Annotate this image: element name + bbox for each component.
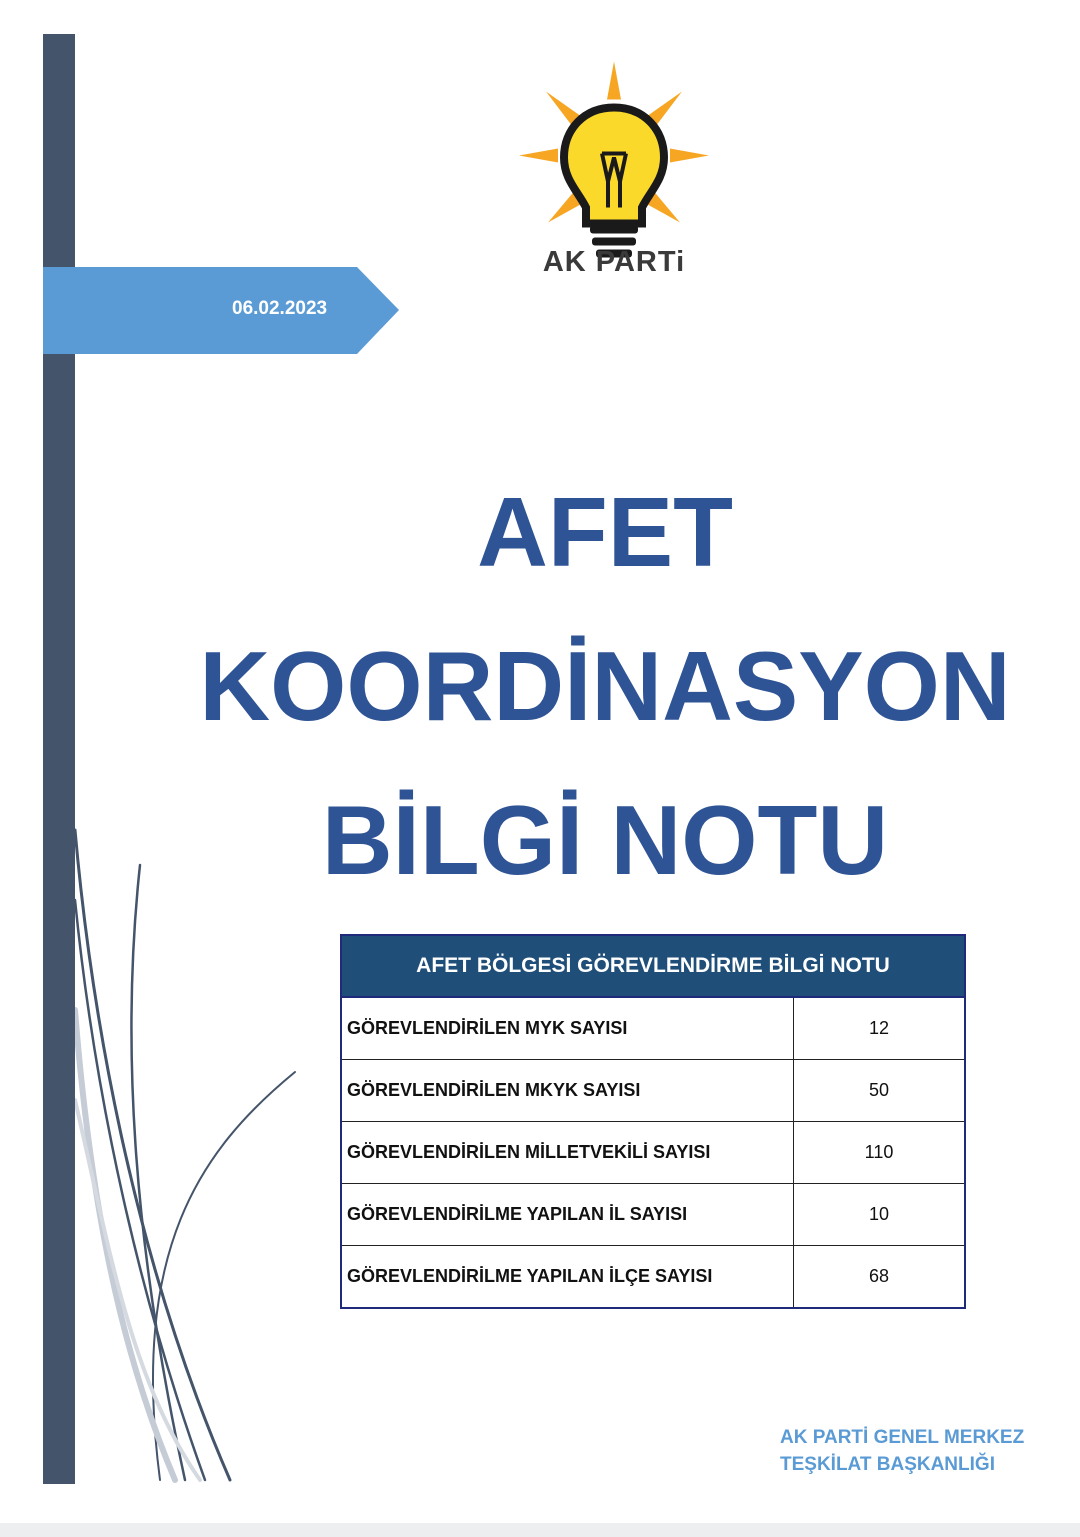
sidebar-stripe	[43, 34, 75, 1484]
row-label: GÖREVLENDİRİLME YAPILAN İLÇE SAYISI	[341, 1246, 794, 1309]
row-value: 10	[794, 1184, 966, 1246]
table-row	[341, 997, 965, 1060]
title-line-1: AFET	[477, 477, 733, 587]
row-value: 12	[794, 997, 966, 1060]
footer-line-2: TEŞKİLAT BAŞKANLIĞI	[780, 1454, 995, 1475]
document-date: 06.02.2023	[232, 298, 328, 319]
row-label: GÖREVLENDİRİLEN MYK SAYISI	[341, 997, 794, 1060]
row-value: 110	[794, 1122, 966, 1184]
table-row	[341, 1184, 965, 1246]
table-row	[341, 1246, 965, 1309]
row-label: GÖREVLENDİRİLEN MKYK SAYISI	[341, 1060, 794, 1122]
footer-line-1: AK PARTİ GENEL MERKEZ	[780, 1427, 1025, 1448]
title-line-3: BİLGİ NOTU	[321, 785, 889, 895]
info-table	[340, 934, 966, 1309]
row-value: 68	[794, 1246, 966, 1309]
page-title	[175, 455, 1035, 917]
row-label: GÖREVLENDİRİLEN MİLLETVEKİLİ SAYISI	[341, 1122, 794, 1184]
footer-organization	[780, 1424, 1060, 1478]
bottom-strip	[0, 1523, 1080, 1537]
table-row	[341, 1060, 965, 1122]
row-label: GÖREVLENDİRİLME YAPILAN İL SAYISI	[341, 1184, 794, 1246]
row-value: 50	[794, 1060, 966, 1122]
logo-wordmark: AK PARTi	[542, 246, 686, 278]
title-line-2: KOORDİNASYON	[199, 631, 1011, 741]
table-row	[341, 1122, 965, 1184]
table-heading: AFET BÖLGESİ GÖREVLENDİRME BİLGİ NOTU	[341, 935, 965, 997]
